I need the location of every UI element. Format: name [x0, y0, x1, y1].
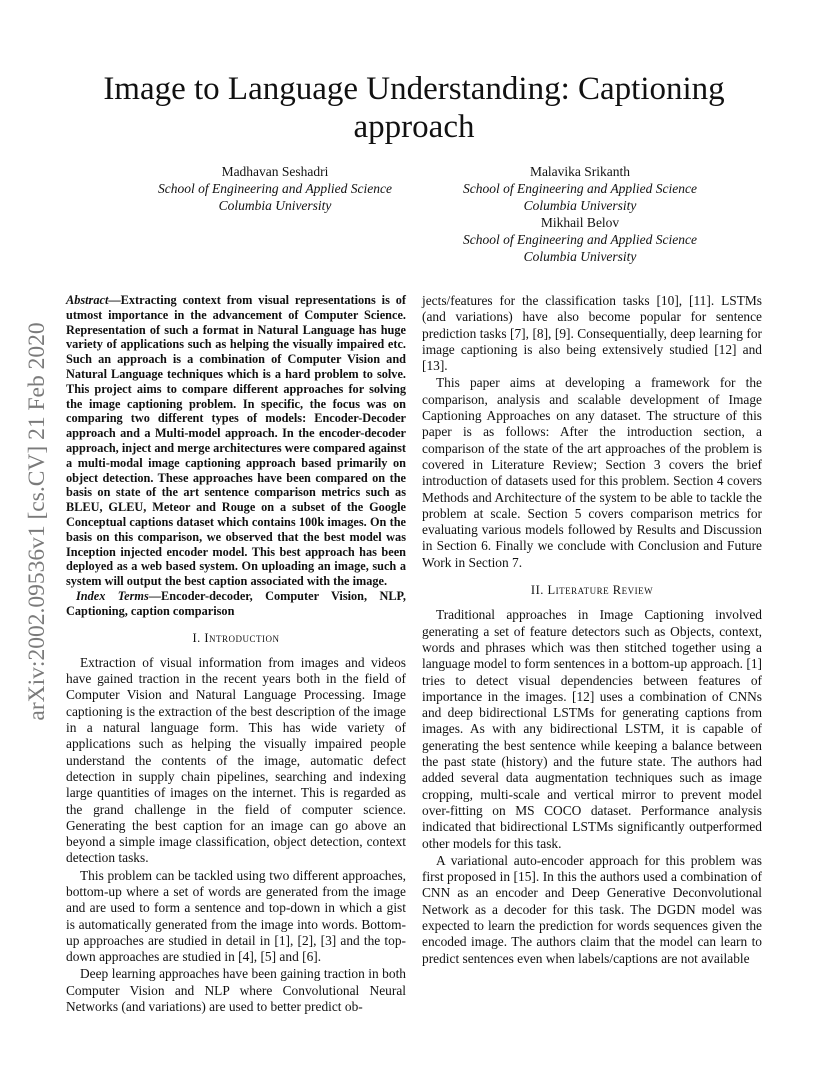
paper-title: Image to Language Understanding: Captioning approach — [103, 71, 725, 145]
author-affiliation: Columbia University — [523, 198, 637, 213]
paragraph: Extraction of visual information from images and videos have gained traction in the recent years both in the field of Computer Vision and Natural Language Processing. Image captioning is the extraction of the best description of the image in a natural language form. This has wide variety of applications such as helping the visually impaired people understand the contents of the image, automatic defect detection in supply chain pipelines, searching and indexing large quantities of images on the internet. This is regarded as the grand challenge in the field of computer science. Generating the best caption for an image can go above an beyond a simple image classification, object detection, context detection tasks. — [66, 654, 406, 866]
abstract — [66, 293, 406, 589]
index-terms — [66, 589, 406, 619]
arxiv-side-stamp — [24, 283, 50, 760]
author-name: Mikhail Belov — [540, 215, 620, 230]
index-terms-text: —Encoder-decoder, Computer Vision, NLP, Captioning, caption comparison — [66, 588, 406, 618]
paragraph-continued: jects/features for the classification tasks [10], [11]. LSTMs (and variations) have also become popular for sentence prediction tasks [7], [8], [9]. Consequentially, deep learning for image captioning is also being extensively studied [12] and [13]. — [422, 293, 762, 374]
abstract-text: —Extracting context from visual representations is of utmost importance in the advancement of Computer Science. Representation of such a format in Natural Language has huge variety of applications such as helping the visually impaired etc. Such an approach is a combination of Computer Vision and Natural Language techniques which is a hard problem to solve. This project aims to compare different approaches for solving the image captioning problem. In specific, the focus was on comparing two different types of models: Encoder-Decoder approach and a Multi-model approach. In the encoder-decoder approach, inject and merge architectures were compared against a multi-modal image captioning approach based primarily on object detection. These approaches have been compared on the basis on state of the art sentence comparison metrics such as BLEU, GLEU, Meteor and Rouge on a subset of the Google Conceptual captions dataset which contains 100k images. On the basis on this comparison, we observed that the best model was Inception injected encoder model. This best approach has been deployed as a web based system. On uploading an image, such a system will output the best caption associated with the image. — [66, 293, 406, 589]
section-heading-introduction: I. Introduction — [192, 630, 280, 645]
author-affiliation: Columbia University — [218, 198, 332, 213]
right-column — [422, 293, 762, 968]
index-terms-lead: Index Terms — [76, 588, 149, 603]
author-name: Madhavan Seshadri — [221, 164, 329, 179]
left-column — [66, 293, 406, 1016]
paragraph: A variational auto-encoder approach for this problem was first proposed in [15]. In this the authors used a combination of CNN as an encoder and Deep Generative Deconvolutional Network as a decoder for this task. The DGDN model was expected to learn the prediction for words sequences given the encoded image. The authors claim that the model can learn to predict sentences even when labels/captions are not available — [422, 852, 762, 966]
paragraph: This problem can be tackled using two different approaches, bottom-up where a set of words are generated from the image and are used to form a sentence and top-down in which a gist is automatically generated from the image into words. Bottom-up approaches are studied in detail in [1], [2], [3] and the top-down approaches are studied in [4], [5] and [6]. — [66, 867, 406, 965]
author-affiliation: School of Engineering and Applied Science — [157, 181, 393, 196]
paragraph: Deep learning approaches have been gaining traction in both Computer Vision and NLP where Convolutional Neural Networks (and variations) are used to better predict ob- — [66, 966, 406, 1015]
author-affiliation: School of Engineering and Applied Science — [462, 181, 698, 196]
abstract-lead: Abstract — [66, 293, 109, 307]
arxiv-identifier[interactable]: arXiv:2002.09536v1 [cs.CV] 21 Feb 2020 — [24, 322, 50, 721]
author-block-1 — [120, 163, 430, 214]
section-heading-literature-review: II. Literature Review — [530, 583, 654, 598]
author-block-2 — [420, 163, 740, 265]
paragraph: This paper aims at developing a framework for the comparison, analysis and scalable development of Image Captioning Approaches on any dataset. The structure of this paper is as follows: After the introduction section, a comparison of the state of the art approaches of the problem is covered in Literature Review; Section 3 covers the brief introduction of datasets used for this problem. Section 4 covers Methods and Architecture of the system to be able to tackle the problem at scale. Section 5 covers comparison metrics for evaluating various models followed by Results and Discussion in Section 6. Finally we conclude with Conclusion and Future Work in Section 7. — [422, 375, 762, 570]
paragraph: Traditional approaches in Image Captioning involved generating a set of feature detectors such as Objects, context, words and phrases which was then stitched together using a language model to form sentences in a bottom-up approach. [1] tries to detect visual dependencies between features of importance in the images. [12] uses a combination of CNNs and deep bidirectional LSTMs for generating captions from images. As with any bidirectional LSTM, it is capable of generating the best sentence while keeping a balance between the past state (history) and the future state. The authors had added several data augmentation techniques such as image cropping, multi-scale and vertical mirror to prevent model over-fitting on MS COCO dataset. Performance analysis indicated that bidirectional LSTMs significantly outperformed other models for this task. — [422, 607, 762, 851]
author-name: Malavika Srikanth — [529, 164, 631, 179]
author-affiliation: Columbia University — [523, 249, 637, 264]
author-affiliation: School of Engineering and Applied Science — [462, 232, 698, 247]
